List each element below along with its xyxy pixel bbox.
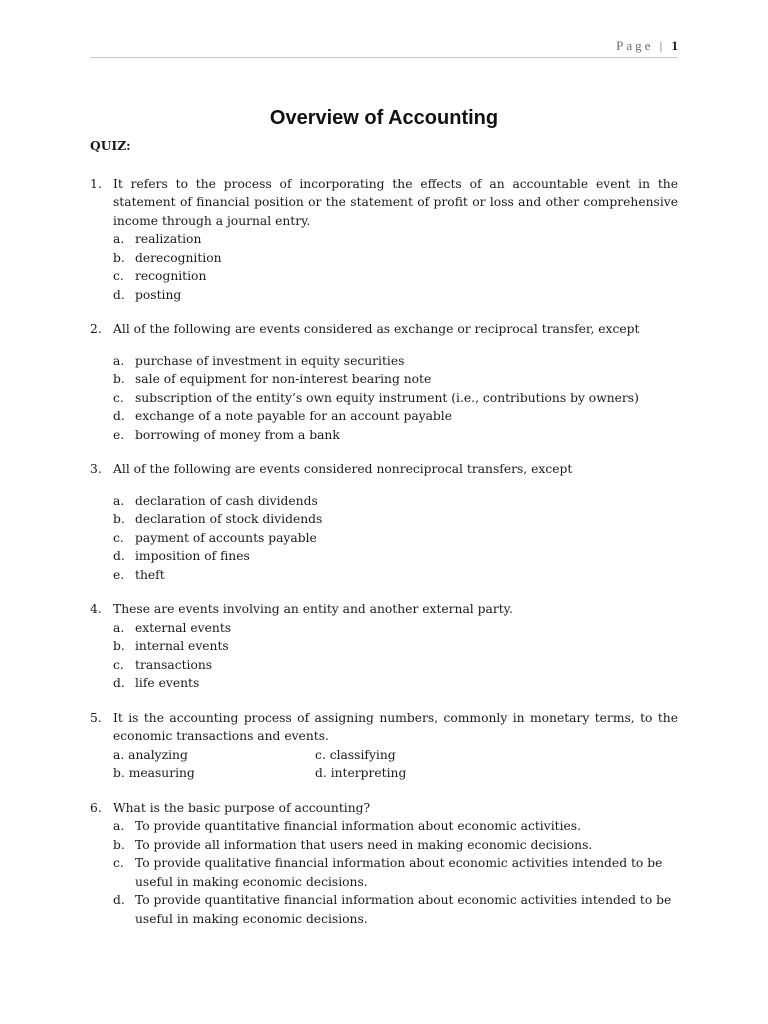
option-text: declaration of cash dividends [135,493,318,508]
question-5 [90,709,678,783]
header-divider [90,57,678,58]
question-text: All of the following are events considered nonreciprocal transfers, except [113,462,573,476]
option-list [113,352,678,445]
page-header [616,38,678,54]
option-b [113,249,678,268]
option-letter: b. [113,512,125,526]
option-text: recognition [135,269,207,283]
option-b [113,836,678,855]
option-letter: a. [113,493,125,508]
option-letter: a. [113,819,125,833]
option-letter: d. [113,893,125,907]
option-c [113,529,678,548]
option-grid [113,746,678,783]
question-number: 6. [90,800,102,815]
option-a [113,230,678,249]
option-list [113,492,678,585]
option-d [113,286,678,305]
option-c [113,267,678,286]
option-a [113,352,678,371]
question-number: 5. [90,710,102,725]
option-text: borrowing of money from a bank [135,427,340,442]
question-2 [90,320,678,444]
option-c [113,389,678,408]
option-text: derecognition [135,250,222,265]
question-text: What is the basic purpose of accounting? [113,800,371,815]
option-text: internal events [135,639,229,653]
option-text: subscription of the entity’s own equity instrument (i.e., contributions by owners) [135,390,639,405]
option-letter: b. [113,250,125,265]
option-letter: d. [113,287,125,302]
option-letter: a. [113,232,125,246]
option-text: declaration of stock dividends [135,512,323,526]
option-letter: c. [113,530,124,545]
question-text: It is the accounting process of assigning numbers, commonly in monetary terms, to the economic transactions and events. [113,710,678,743]
option-text: life events [135,676,200,690]
option-letter: a. [113,353,125,368]
option-letter: b. [113,372,125,386]
quiz-content [90,137,678,928]
page-label: Page | [616,38,666,53]
question-number: 1. [90,176,102,191]
option-b [113,370,678,389]
option-letter: d. [113,676,125,690]
option-e [113,566,678,585]
option-text: payment of accounts payable [135,530,317,545]
option-list [113,817,678,928]
option-letter: c. [113,657,124,672]
option-text: To provide quantitative financial information about economic activities intended to be useful in making economic decisions. [135,893,672,926]
question-4 [90,600,678,693]
document-title: Overview of Accounting [269,107,499,129]
option-letter: d. [113,409,125,423]
option-a [113,817,678,836]
option-text: theft [135,567,165,582]
option-text: external events [135,620,232,635]
option-text: To provide quantitative financial information about economic activities. [135,819,581,833]
option-b [113,510,678,529]
question-6 [90,799,678,929]
option-a: a. analyzing [113,747,188,762]
option-text: posting [135,287,182,302]
question-number: 4. [90,602,102,616]
option-text: transactions [135,657,213,672]
option-letter: d. [113,549,125,563]
option-letter: b. [113,837,125,852]
quiz-label: QUIZ: [90,138,131,153]
option-d: d. interpreting [315,766,407,780]
option-text: To provide qualitative financial information about economic activities intended to be useful in making economic decisions. [135,856,663,889]
option-b [113,637,678,656]
option-text: imposition of fines [135,549,250,563]
page-number: 1 [671,38,678,53]
option-d [113,891,678,928]
question-1 [90,175,678,305]
option-letter: c. [113,269,124,283]
option-b: b. measuring [113,766,195,780]
option-text: exchange of a note payable for an account payable [135,409,453,423]
question-number: 2. [90,322,102,336]
option-list [113,619,678,693]
option-letter: a. [113,620,125,635]
option-c [113,656,678,675]
option-e [113,426,678,445]
option-a [113,619,678,638]
option-text: To provide all information that users need in making economic decisions. [135,837,593,852]
option-c [113,854,678,891]
option-letter: b. [113,639,125,653]
question-number: 3. [90,462,102,476]
option-c: c. classifying [315,747,396,762]
option-letter: e. [113,567,125,582]
option-d [113,674,678,693]
option-text: purchase of investment in equity securities [135,353,405,368]
option-letter: e. [113,427,125,442]
question-text: It refers to the process of incorporating the effects of an accountable event in the statement of financial position or the statement of profit or loss and other comprehensive income through a journal entry. [113,176,678,228]
option-text: realization [135,232,202,246]
option-letter: c. [113,390,124,405]
option-list [113,230,678,304]
option-d [113,547,678,566]
option-text: sale of equipment for non-interest bearing note [135,372,432,386]
question-text: All of the following are events considered as exchange or reciprocal transfer, except [113,322,640,336]
option-letter: c. [113,856,124,870]
option-d [113,407,678,426]
question-text: These are events involving an entity and another external party. [113,602,513,616]
option-a [113,492,678,511]
question-3 [90,460,678,584]
